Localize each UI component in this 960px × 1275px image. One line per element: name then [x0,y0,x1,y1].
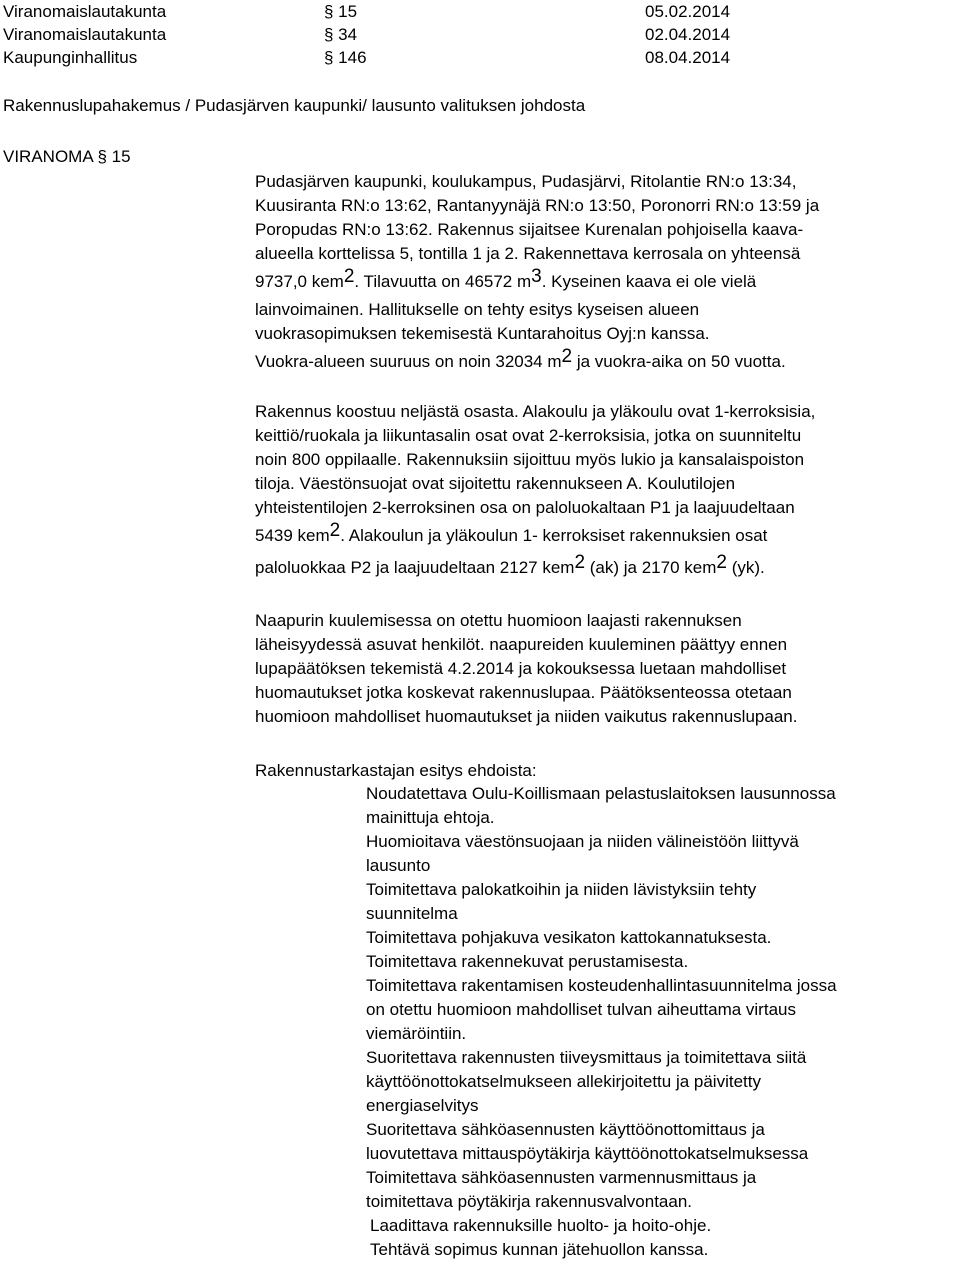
text-line: yhteistentilojen 2-kerroksinen osa on paloluokaltaan P1 ja laajuudeltaan [255,498,795,517]
condition-text: Noudatettava Oulu-Koillismaan pelastuslaitoksen lausunnossa [366,784,836,803]
text-fragment: paloluokkaa P2 ja laajuudeltaan 2127 kem [255,558,575,577]
text-line: Rakennus koostuu neljästä osasta. Alakoulu ja yläkoulu ovat 1-kerroksisia, [255,402,816,421]
meeting-section: § 146 [324,48,367,67]
condition-item [366,950,958,974]
text-line: Poropudas RN:o 13:62. Rakennus sijaitsee Kurenalan pohjoisella kaava- [255,220,804,239]
meeting-record-row [0,0,960,24]
condition-text: Tehtävä sopimus kunnan jätehuollon kanssa. [370,1240,709,1259]
condition-text: Huomioitava väestönsuojaan ja niiden välineistöön liittyvä [366,832,799,851]
condition-item [366,878,958,926]
condition-text: viemäröintiin. [366,1024,467,1043]
document-subject: Rakennuslupahakemus / Pudasjärven kaupunki/ lausunto valituksen johdosta [3,96,586,115]
text-line [255,266,957,298]
text-line: keittiö/ruokala ja liikuntasalin osat ovat 2-kerroksisia, jotka on suunniteltu [255,426,802,445]
condition-text: energiaselvitys [366,1096,479,1115]
condition-text: luovutettava mittauspöytäkirja käyttöönottokatselmuksessa [366,1144,809,1163]
unit-superscript: 2 [343,266,355,287]
condition-text: Toimitettava rakennekuvat perustamisesta. [366,952,689,971]
meeting-body: Viranomaislautakunta [3,2,167,21]
condition-item [366,782,958,830]
text-line: vuokrasopimuksen tekemisestä Kuntarahoitus Oyj:n kanssa. [255,324,710,343]
text-line: Naapurin kuulemisessa on otettu huomioon laajasti rakennuksen [255,611,742,630]
meeting-body: Viranomaislautakunta [3,25,167,44]
text-fragment: . Kyseinen kaava ei ole vielä [541,272,757,291]
condition-text: käyttöönottokatselmukseen allekirjoitettu ja päivitetty [366,1072,761,1091]
text-line: läheisyydessä asuvat henkilöt. naapureiden kuuleminen päättyy ennen [255,635,788,654]
condition-item [366,830,958,878]
condition-text: suunnitelma [366,904,458,923]
text-line: noin 800 oppilaalle. Rakennuksiin sijoittuu myös lukio ja kansalaispoiston [255,450,805,469]
meeting-section: § 34 [324,25,358,44]
application-description [255,170,957,378]
unit-superscript: 2 [561,346,573,367]
conditions-list [366,782,958,1262]
text-line [255,552,957,584]
neighbour-hearing-paragraph [255,609,957,729]
meeting-date: 05.02.2014 [645,2,731,21]
condition-item [366,1118,958,1166]
text-line: Kuusiranta RN:o 13:62, Rantanyynäjä RN:o 13:50, Poronorri RN:o 13:59 ja [255,196,820,215]
text-fragment: (yk). [726,558,765,577]
meeting-section: § 15 [324,2,358,21]
text-fragment: ja vuokra-aika on 50 vuotta. [572,352,786,371]
text-line [255,346,957,378]
condition-text: mainittuja ehtoja. [366,808,495,827]
text-fragment: Vuokra-alueen suuruus on noin 32034 m [255,352,562,371]
condition-text: lausunto [366,856,431,875]
unit-superscript: 2 [329,520,341,541]
condition-text: toimitettava pöytäkirja rakennusvalvontaan. [366,1192,693,1211]
section-label: VIRANOMA § 15 [3,147,131,166]
text-fragment: 5439 kem [255,526,330,545]
text-line: huomioon mahdolliset huomautukset ja niiden vaikutus rakennuslupaan. [255,707,798,726]
text-fragment: (ak) ja 2170 kem [585,558,717,577]
meeting-date: 02.04.2014 [645,25,731,44]
condition-text: Laadittava rakennuksille huolto- ja hoito-ohje. [370,1216,712,1235]
proposal-heading: Rakennustarkastajan esitys ehdoista: [255,761,537,780]
condition-text: Toimitettava pohjakuva vesikaton kattokannatuksesta. [366,928,772,947]
condition-item [366,1046,958,1118]
condition-item [366,1166,958,1214]
meeting-record-row [0,23,960,47]
condition-text: Suoritettava sähköasennusten käyttöönottomittaus ja [366,1120,765,1139]
condition-item [366,926,958,950]
unit-superscript: 2 [716,552,727,573]
condition-item [366,974,958,1046]
unit-superscript: 2 [574,552,586,573]
text-fragment: . Alakoulun ja yläkoulun 1- kerroksiset rakennuksien osat [340,526,768,545]
condition-text: Toimitettava rakentamisen kosteudenhallintasuunnitelma jossa [366,976,837,995]
text-line [255,520,957,552]
text-line: Pudasjärven kaupunki, koulukampus, Pudasjärvi, Ritolantie RN:o 13:34, [255,172,797,191]
text-line: alueella korttelissa 5, tontilla 1 ja 2. Rakennettava kerrosala on yhteensä [255,244,801,263]
text-line: lainvoimainen. Hallitukselle on tehty esitys kyseisen alueen [255,300,700,319]
text-line: tiloja. Väestönsuojat ovat sijoitettu rakennukseen A. Koulutilojen [255,474,736,493]
text-fragment: 9737,0 kem [255,272,344,291]
condition-text: Suoritettava rakennusten tiiveysmittaus ja toimitettava siitä [366,1048,807,1067]
meeting-date: 08.04.2014 [645,48,731,67]
unit-superscript: 3 [531,266,542,287]
condition-text: Toimitettava palokatkoihin ja niiden lävistyksiin tehty [366,880,757,899]
condition-text: Toimitettava sähköasennusten varmennusmittaus ja [366,1168,757,1187]
building-description [255,400,957,584]
condition-text: on otettu huomioon mahdolliset tulvan aiheuttama virtaus [366,1000,796,1019]
condition-item [366,1238,958,1262]
meeting-body: Kaupunginhallitus [3,48,138,67]
text-line: lupapäätöksen tekemistä 4.2.2014 ja kokouksessa luetaan mahdolliset [255,659,787,678]
text-fragment: . Tilavuutta on 46572 m [354,272,532,291]
text-line: huomautukset jotka koskevat rakennuslupaa. Päätöksenteossa otetaan [255,683,792,702]
condition-item [366,1214,958,1238]
meeting-record-row [0,46,960,70]
